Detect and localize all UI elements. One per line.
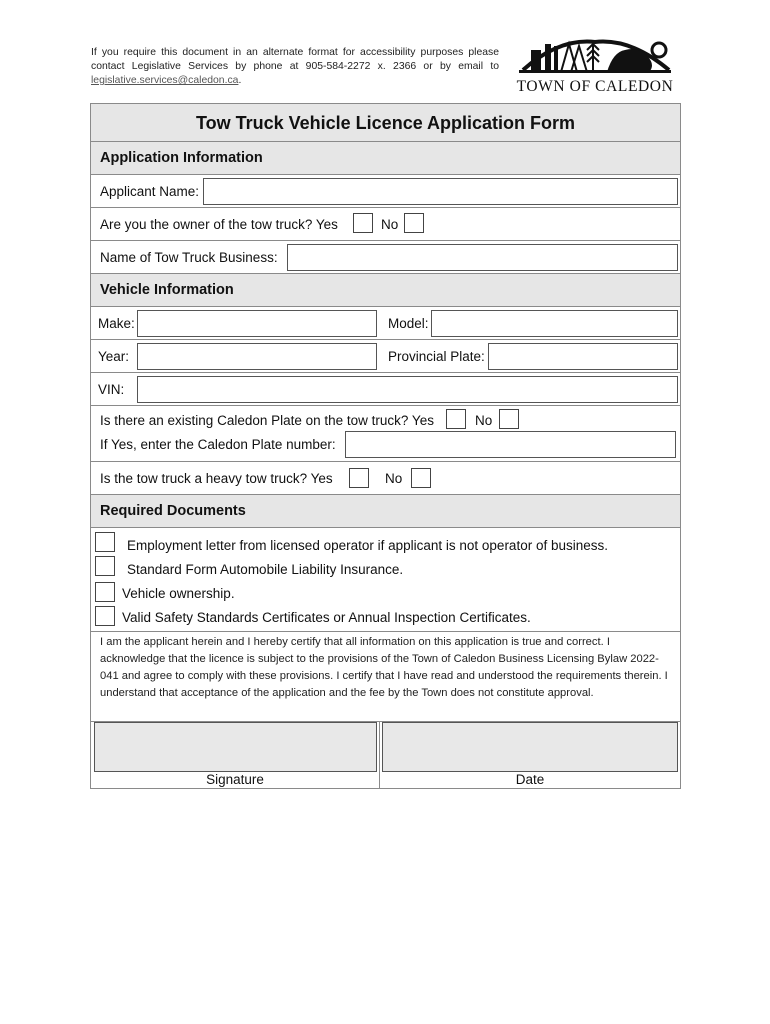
year-field[interactable] [137,343,377,370]
vin-row [91,373,680,406]
caledon-plate-number-field[interactable] [345,431,676,458]
application-form [90,103,681,789]
applicant-name-label: Applicant Name: [100,184,200,199]
doc-item-label: Vehicle ownership. [122,586,235,601]
certification-statement: I am the applicant herein and I hereby certify that all information on this application is true and correct. I acknowledge that the licence is subject to the provisions of the Town of Caledon Business Licensing Bylaw 2022-041 and agree to comply with these provisions. I certify that I have read and understood the requirements therein. I understand that acceptance of the application and the fee by the Town does not constitute approval. [91,632,680,722]
caledon-plate-number-label: If Yes, enter the Caledon Plate number: [100,437,336,452]
caledon-plate-yes-checkbox[interactable] [446,409,466,429]
caledon-plate-no-checkbox[interactable] [499,409,519,429]
heavy-tow-yes-checkbox[interactable] [349,468,369,488]
heavy-tow-row [91,462,680,495]
town-logo [509,36,681,96]
provincial-plate-field[interactable] [488,343,678,370]
doc-safety-checkbox[interactable] [95,606,115,626]
year-label: Year: [98,349,130,364]
signature-cell [91,722,379,788]
model-label: Model: [388,316,429,331]
section-required-documents: Required Documents [91,495,680,528]
caledon-plate-row [91,406,680,462]
town-crest-icon [509,36,681,78]
vin-field[interactable] [137,376,678,403]
doc-insurance-checkbox[interactable] [95,556,115,576]
year-plate-row [91,340,680,373]
caledon-plate-question: Is there an existing Caledon Plate on the tow truck? Yes [100,413,434,428]
doc-item-label: Valid Safety Standards Certificates or Annual Inspection Certificates. [122,610,531,625]
doc-item-label: Standard Form Automobile Liability Insurance. [127,562,404,577]
owner-yes-checkbox[interactable] [353,213,373,233]
signature-field[interactable] [94,722,377,772]
caledon-plate-no-label: No [475,413,493,428]
section-application-information: Application Information [91,142,680,175]
heavy-tow-question: Is the tow truck a heavy tow truck? Yes [100,471,333,486]
heavy-tow-no-checkbox[interactable] [411,468,431,488]
required-documents-list [91,528,680,632]
make-field[interactable] [137,310,377,337]
date-field[interactable] [382,722,678,772]
make-label: Make: [98,316,135,331]
signature-label: Signature [206,772,264,787]
vin-label: VIN: [98,382,125,397]
doc-ownership-checkbox[interactable] [95,582,115,602]
doc-employment-letter-checkbox[interactable] [95,532,115,552]
owner-question: Are you the owner of the tow truck? Yes [100,217,338,232]
business-name-row [91,241,680,274]
form-title: Tow Truck Vehicle Licence Application Form [91,104,680,142]
applicant-name-row [91,175,680,208]
email-link[interactable]: legislative.services@caledon.ca [91,75,239,86]
accessibility-note: If you require this document in an alternate format for accessibility purposes please contact Legislative Services by phone at 905-584-2272 x. 2366 or by email to legislative.services@caledon.ca. [91,47,499,86]
signature-row [91,722,680,788]
date-cell [380,722,680,788]
model-field[interactable] [431,310,678,337]
owner-no-checkbox[interactable] [404,213,424,233]
provincial-plate-label: Provincial Plate: [388,349,485,364]
doc-item-label: Employment letter from licensed operator if applicant is not operator of business. [127,538,608,553]
make-model-row [91,307,680,340]
owner-row [91,208,680,241]
business-name-label: Name of Tow Truck Business: [100,250,278,265]
date-label: Date [515,772,545,787]
page-header [91,46,681,98]
applicant-name-field[interactable] [203,178,678,205]
business-name-field[interactable] [287,244,678,271]
owner-no-label: No [381,217,399,232]
heavy-tow-no-label: No [385,471,403,486]
section-vehicle-information: Vehicle Information [91,274,680,307]
town-name: TOWN OF CALEDON [516,78,674,95]
